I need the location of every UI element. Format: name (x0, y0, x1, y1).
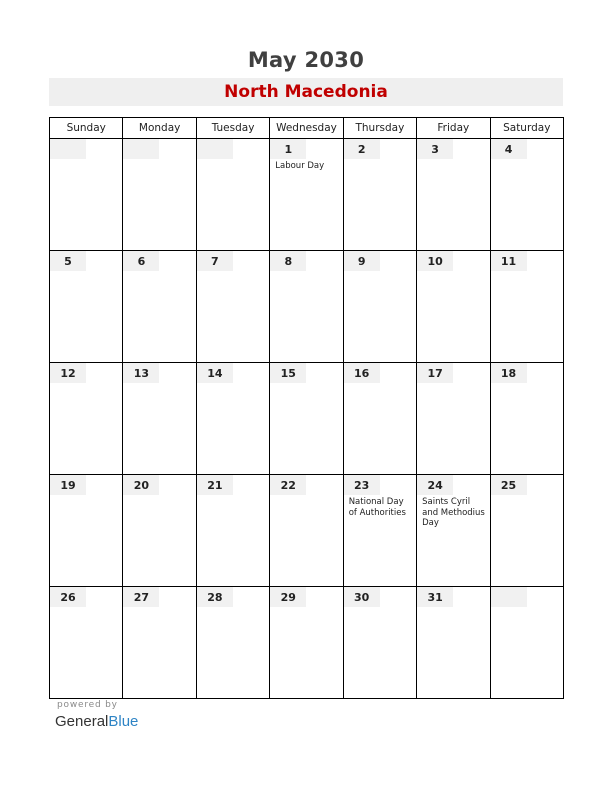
week-row (50, 363, 564, 475)
day-cell (490, 475, 563, 587)
day-cell (270, 475, 343, 587)
day-number: 25 (491, 475, 527, 495)
day-number: 15 (270, 363, 306, 383)
day-cell (270, 587, 343, 699)
day-cell (417, 251, 490, 363)
day-number: 2 (344, 139, 380, 159)
brand-blue: Blue (108, 713, 139, 730)
weekday-monday: Monday (123, 118, 196, 139)
calendar-grid (49, 117, 564, 699)
day-cell (50, 475, 123, 587)
day-number: 18 (491, 363, 527, 383)
day-cell (490, 251, 563, 363)
day-number: 23 (344, 475, 380, 495)
weekday-header-row (50, 118, 564, 139)
day-cell (196, 251, 269, 363)
day-cell (50, 251, 123, 363)
day-cell (123, 587, 196, 699)
day-cell (343, 587, 416, 699)
day-number: 16 (344, 363, 380, 383)
day-number: 29 (270, 587, 306, 607)
day-number: 26 (50, 587, 86, 607)
day-cell (343, 251, 416, 363)
page-title: May 2030 (247, 48, 365, 72)
day-cell (196, 587, 269, 699)
week-row (50, 587, 564, 699)
day-cell (50, 363, 123, 475)
day-cell (343, 363, 416, 475)
day-number: 24 (417, 475, 453, 495)
day-number: 1 (270, 139, 306, 159)
holiday-label: Labour Day (275, 161, 325, 171)
weekday-wednesday: Wednesday (270, 118, 343, 139)
day-cell (343, 139, 416, 251)
powered-by-label: powered by (57, 700, 118, 710)
empty-day-cell (490, 587, 563, 699)
day-number: 21 (197, 475, 233, 495)
day-number: 8 (270, 251, 306, 271)
empty-day-cell (196, 139, 269, 251)
day-number: 4 (491, 139, 527, 159)
day-number: 30 (344, 587, 380, 607)
country-banner: North Macedonia (49, 78, 563, 106)
holiday-label: National Day of Authorities (348, 497, 406, 518)
day-number: 17 (417, 363, 453, 383)
week-row (50, 251, 564, 363)
day-number: 20 (123, 475, 159, 495)
day-number: 28 (197, 587, 233, 607)
day-cell (123, 363, 196, 475)
day-number: 6 (123, 251, 159, 271)
empty-day-cell (50, 139, 123, 251)
generalblue-logo[interactable] (55, 713, 138, 730)
day-number: 13 (123, 363, 159, 383)
weekday-friday: Friday (417, 118, 490, 139)
empty-day-cell (123, 139, 196, 251)
day-number: 12 (50, 363, 86, 383)
day-cell (417, 139, 490, 251)
day-number: 7 (197, 251, 233, 271)
day-cell (417, 587, 490, 699)
day-cell (270, 363, 343, 475)
holiday-label: Saints Cyril and Methodius Day (422, 497, 485, 528)
weekday-sunday: Sunday (50, 118, 123, 139)
day-cell (490, 139, 563, 251)
day-number (50, 139, 86, 159)
day-cell (123, 475, 196, 587)
day-cell (50, 587, 123, 699)
weekday-thursday: Thursday (343, 118, 416, 139)
day-number: 22 (270, 475, 306, 495)
day-cell (196, 475, 269, 587)
day-cell (270, 251, 343, 363)
day-cell (123, 251, 196, 363)
day-number: 27 (123, 587, 159, 607)
week-row (50, 475, 564, 587)
day-cell (196, 363, 269, 475)
day-number: 9 (344, 251, 380, 271)
day-number: 10 (417, 251, 453, 271)
brand-general: General (55, 713, 109, 730)
day-cell (270, 139, 343, 251)
week-row (50, 139, 564, 251)
day-number: 3 (417, 139, 453, 159)
day-cell (417, 475, 490, 587)
weekday-saturday: Saturday (490, 118, 563, 139)
weekday-tuesday: Tuesday (196, 118, 269, 139)
day-number: 14 (197, 363, 233, 383)
day-cell (417, 363, 490, 475)
day-number (491, 587, 527, 607)
day-number: 19 (50, 475, 86, 495)
day-number (197, 139, 233, 159)
day-number: 5 (50, 251, 86, 271)
day-number: 31 (417, 587, 453, 607)
day-number: 11 (491, 251, 527, 271)
day-number (123, 139, 159, 159)
day-cell (490, 363, 563, 475)
day-cell (343, 475, 416, 587)
